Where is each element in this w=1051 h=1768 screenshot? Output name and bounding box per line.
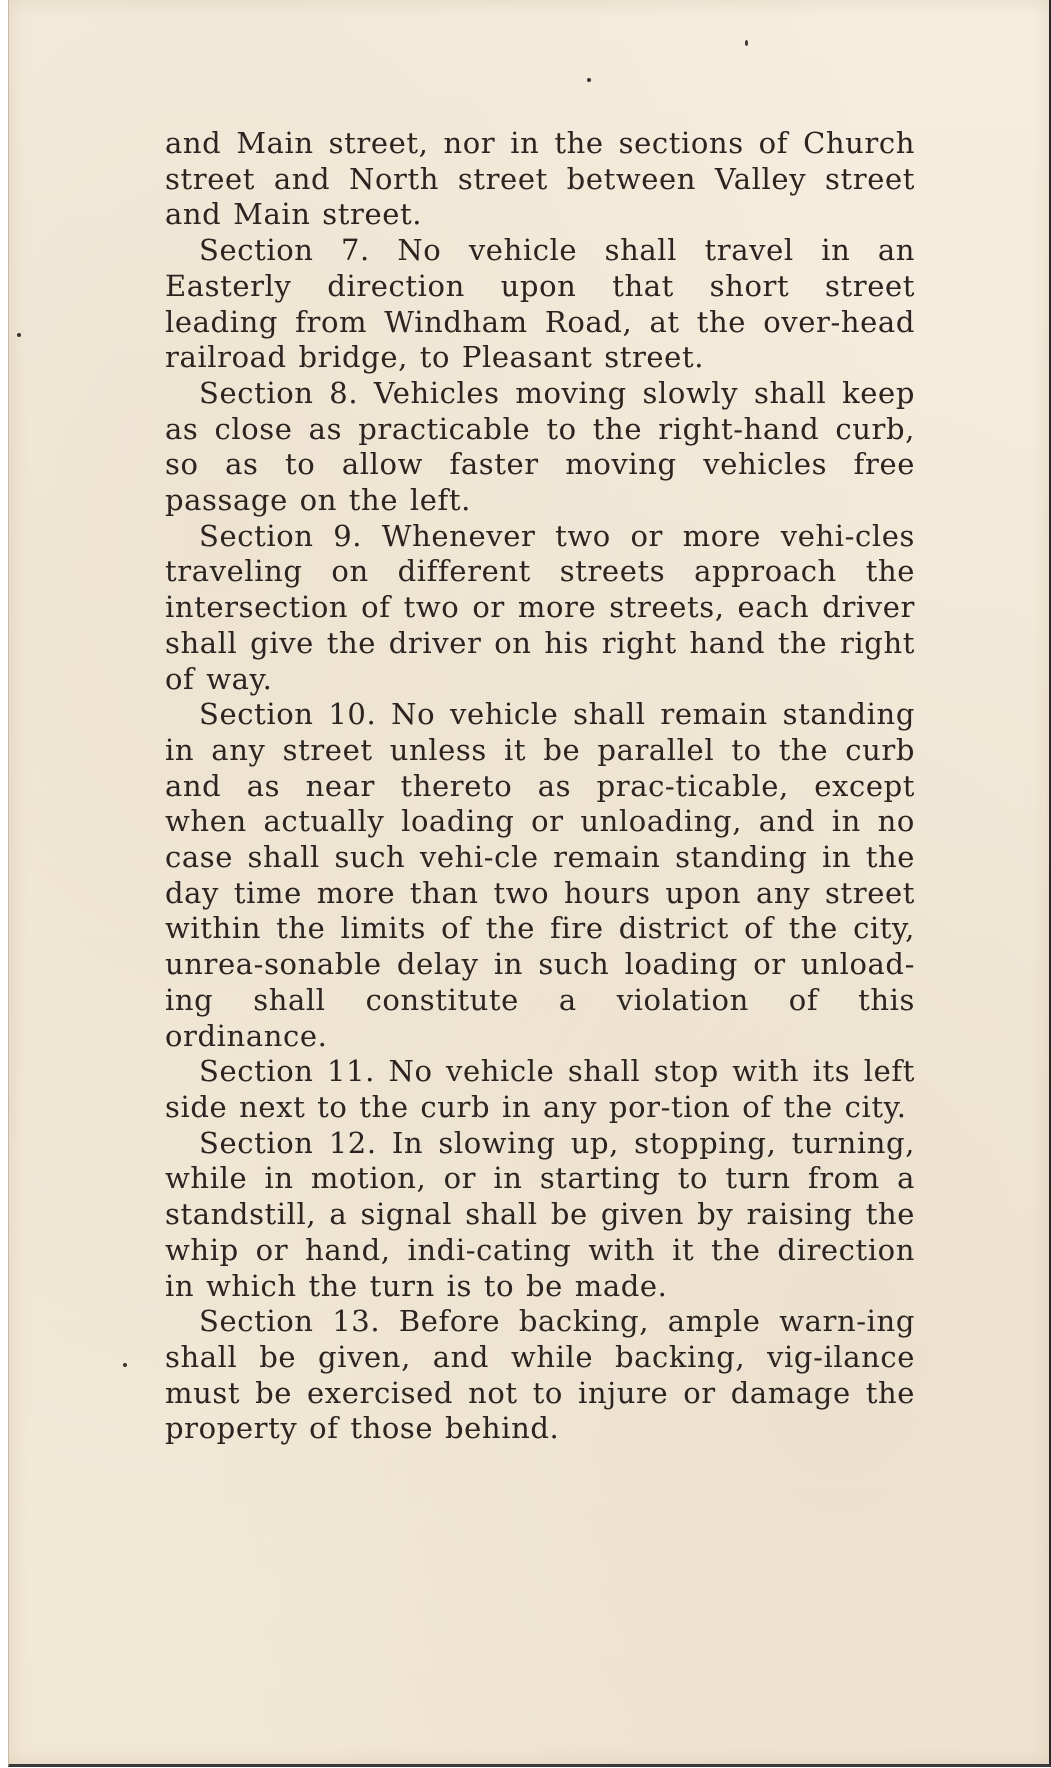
paragraph-continuation: and Main street, nor in the sections of Church street and North street between Valley street and Main street. (165, 126, 915, 232)
paragraph-section-8: Section 8. Vehicles moving slowly shall keep as close as practicable to the right-hand curb, so as to allow faster moving vehicles free passage on the left. (165, 375, 915, 518)
paragraph-section-13: Section 13. Before backing, ample warn-ing shall be given, and while backing, vig-ilance must be exercised not to injure or damage the property of those behind. (165, 1304, 915, 1446)
paragraph-section-7: Section 7. No vehicle shall travel in an Easterly direction upon that short street leading from Windham Road, at the over-head railroad bridge, to Pleasant street. (165, 233, 915, 375)
paragraph-section-11: Section 11. No vehicle shall stop with its left side next to the curb in any por-tion of the city. (165, 1054, 915, 1124)
paper-speck (745, 40, 748, 46)
paragraph-section-12: Section 12. In slowing up, stopping, turning, while in motion, or in starting to turn from a standstill, a signal shall be given by raising the whip or hand, indi-cating with it the direction in which the turn is to be made. (165, 1125, 915, 1303)
paper-speck (123, 1363, 127, 1367)
paper-speck (587, 78, 591, 82)
paper-speck (17, 333, 21, 337)
paragraph-section-10: Section 10. No vehicle shall remain standing in any street unless it be parallel to the curb and as near thereto as prac-ticable, except when actually loading or unloading, and in no case shall such vehi-cle remain standing in the day time more than two hours upon any street within the limits of the fire district of the city, unrea-sonable delay in such loading or unload-ing shall constitute a violation of this ordinance. (165, 697, 915, 1053)
paragraph-section-9: Section 9. Whenever two or more vehi-cles traveling on different streets approach the intersection of two or more streets, each driver shall give the driver on his right hand the right of way. (165, 518, 915, 696)
document-page (8, 0, 1051, 1767)
ordinance-text (165, 126, 915, 1447)
